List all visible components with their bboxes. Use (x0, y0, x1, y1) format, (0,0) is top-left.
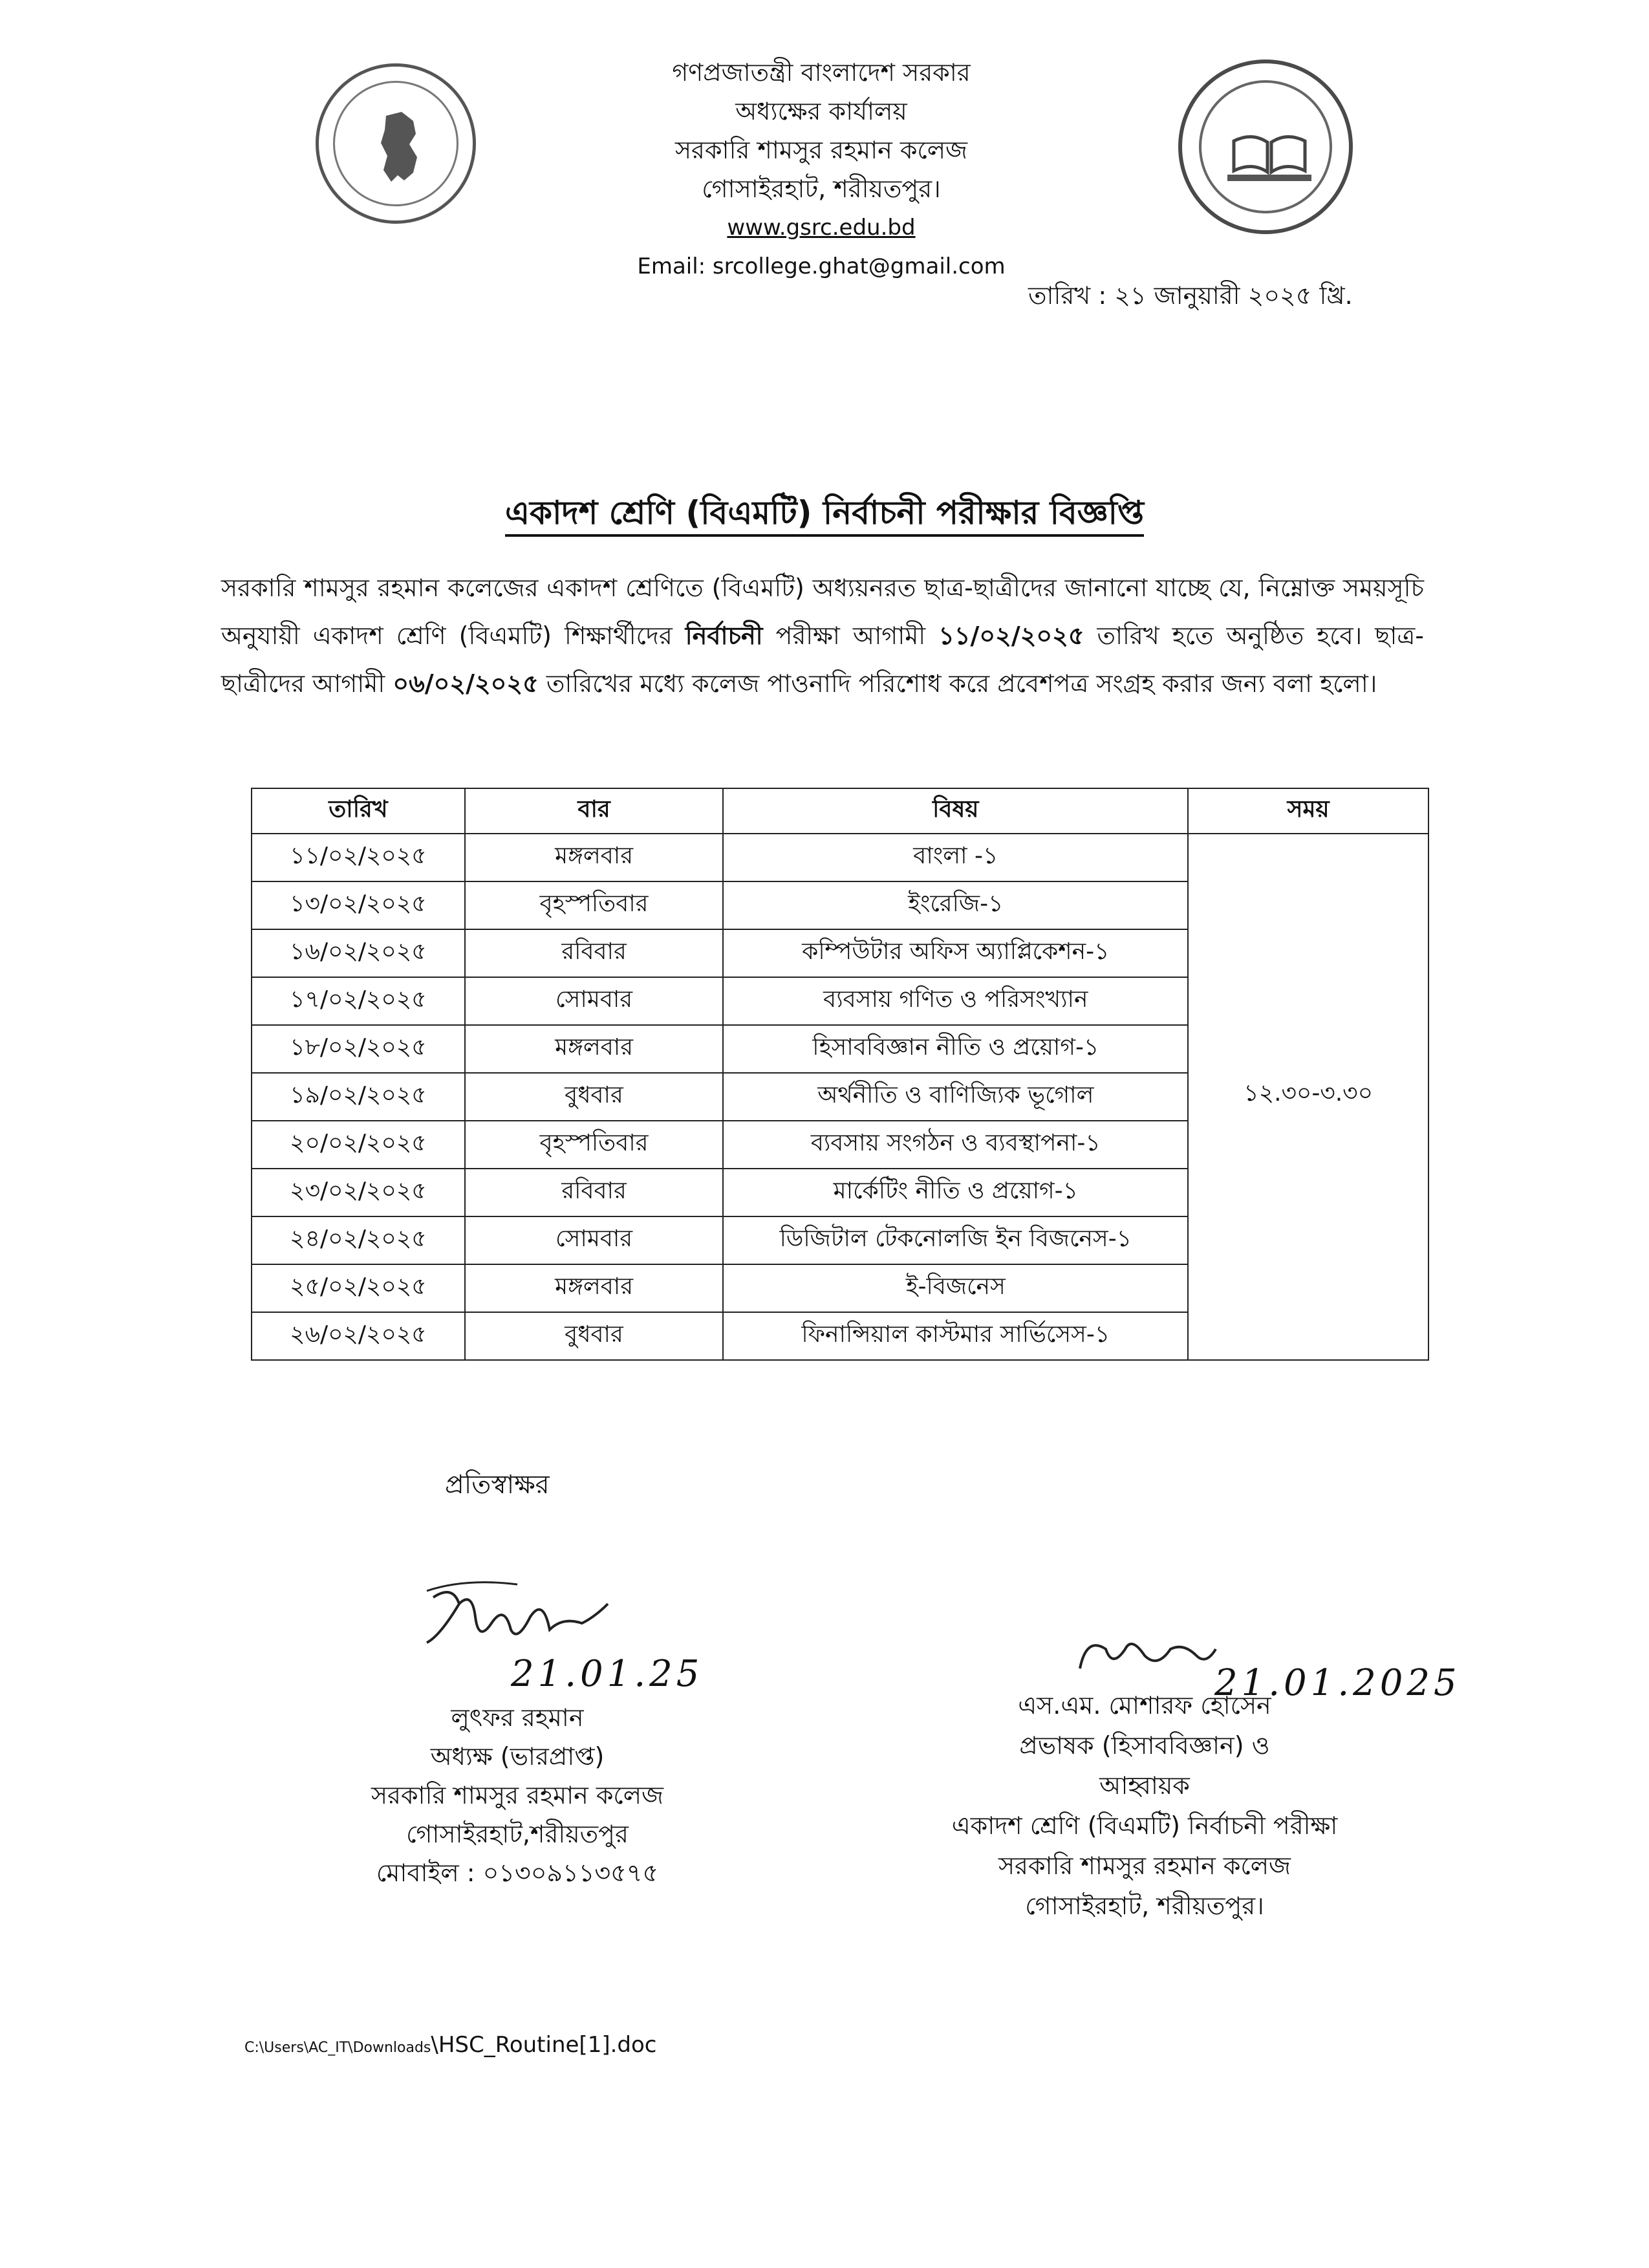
row-subject: ডিজিটাল টেকনোলজি ইন বিজনেস-১ (723, 1216, 1188, 1264)
row-date: ২০/০২/২০২৫ (252, 1121, 465, 1169)
row-subject: মার্কেটিং নীতি ও প্রয়োগ-১ (723, 1169, 1188, 1216)
exam-time-cell (1188, 834, 1428, 1360)
row-date: ১১/০২/২০২৫ (252, 834, 465, 881)
row-date: ২৩/০২/২০২৫ (252, 1169, 465, 1216)
body-text-1: সরকারি শামসুর রহমান কলেজের একাদশ শ্রেণিতে (বিএমটি) অধ্যয়নরত ছাত্র-ছাত্রীদের জানানো যাচ্ছে যে, নিম্নোক্ত সময়সূচি অনুযায়ী একাদশ শ্রেণি (বিএমটি) শিক্ষার্থীদের (221, 574, 1424, 650)
row-day: বৃহস্পতিবার (465, 881, 724, 929)
college-address: গোসাইরহাট, শরীয়তপুর। (702, 175, 941, 203)
row-subject: ইংরেজি-১ (723, 881, 1188, 929)
convener-name: এস.এম. মোশারফ হোসেন (1018, 1691, 1271, 1720)
website-link[interactable]: www.gsrc.edu.bd (727, 215, 916, 241)
convener-signature (1067, 1630, 1222, 1681)
body-bold-1: নির্বাচনী (685, 621, 763, 650)
table-row (252, 834, 1428, 881)
principal-name: লুৎফর রহমান (451, 1703, 584, 1732)
principal-institution: সরকারি শামসুর রহমান কলেজ (371, 1781, 664, 1809)
header-time: সময় (1188, 788, 1428, 834)
row-day: রবিবার (465, 929, 724, 977)
row-day: রবিবার (465, 1169, 724, 1216)
principal-mobile: মোবাইল : ০১৩০৯১১৩৫৭৫ (376, 1859, 659, 1887)
countersign-label: প্রতিস্বাক্ষর (445, 1470, 550, 1500)
government-seal (316, 63, 476, 224)
document-date: তারিখ : ২১ জানুয়ারী ২০২৫ খ্রি. (1028, 281, 1353, 310)
row-date: ১৩/০২/২০২৫ (252, 881, 465, 929)
letterhead (569, 53, 1073, 286)
notice-title-text: একাদশ শ্রেণি (বিএমটি) নির্বাচনী পরীক্ষার বিজ্ঞপ্তি (505, 494, 1144, 537)
file-name: \HSC_Routine[1].doc (431, 2032, 657, 2058)
row-subject: ফিনান্সিয়াল কাস্টমার সার্ভিসেস-১ (723, 1312, 1188, 1360)
row-subject: ব্যবসায় গণিত ও পরিসংখ্যান (723, 977, 1188, 1025)
row-day: মঙ্গলবার (465, 1264, 724, 1312)
row-subject: হিসাববিজ্ঞান নীতি ও প্রয়োগ-১ (723, 1025, 1188, 1073)
row-day: সোমবার (465, 977, 724, 1025)
convener-institution: সরকারি শামসুর রহমান কলেজ (998, 1852, 1291, 1880)
row-subject: কম্পিউটার অফিস অ্যাপ্লিকেশন-১ (723, 929, 1188, 977)
row-day: বুধবার (465, 1312, 724, 1360)
file-path (244, 2032, 656, 2058)
row-day: বুধবার (465, 1073, 724, 1121)
convener-role: আহ্বায়ক (1099, 1771, 1190, 1800)
header-date: তারিখ (252, 788, 465, 834)
row-date: ১৮/০২/২০২৫ (252, 1025, 465, 1073)
body-text-2: পরীক্ষা আগামী (762, 621, 939, 650)
convener-committee: একাদশ শ্রেণি (বিএমটি) নির্বাচনী পরীক্ষা (951, 1811, 1338, 1840)
principal-location: গোসাইরহাট,শরীয়তপুর (406, 1820, 629, 1848)
row-date: ২৪/০২/২০২৫ (252, 1216, 465, 1264)
government-name: গণপ্রজাতন্ত্রী বাংলাদেশ সরকার (672, 58, 971, 87)
convener-designation: প্রভাষক (হিসাববিজ্ঞান) ও (1019, 1731, 1270, 1760)
college-seal (1178, 59, 1353, 234)
row-subject: ব্যবসায় সংগঠন ও ব্যবস্থাপনা-১ (723, 1121, 1188, 1169)
row-day: সোমবার (465, 1216, 724, 1264)
file-directory: C:\Users\AC_IT\Downloads (244, 2040, 431, 2056)
notice-title (0, 489, 1649, 543)
row-subject: বাংলা -১ (723, 834, 1188, 881)
principal-designation: অধ্যক্ষ (ভারপ্রাপ্ত) (430, 1742, 605, 1771)
row-date: ২৬/০২/২০২৫ (252, 1312, 465, 1360)
row-day: মঙ্গলবার (465, 1025, 724, 1073)
body-text-3: তারিখ হতে অনুষ্ঠিত হবে। ছাত্র-ছাত্রীদের আগামী (221, 621, 1424, 698)
row-date: ২৫/০২/২০২৫ (252, 1264, 465, 1312)
row-day: বৃহস্পতিবার (465, 1121, 724, 1169)
row-date: ১৭/০২/২০২৫ (252, 977, 465, 1025)
row-subject: অর্থনীতি ও বাণিজ্যিক ভূগোল (723, 1073, 1188, 1121)
notice-body (221, 564, 1424, 707)
exam-time: ১২.৩০-৩.৩০ (1244, 1079, 1373, 1107)
body-text-4: তারিখের মধ্যে কলেজ পাওনাদি পরিশোধ করে প্রবেশপত্র সংগ্রহ করার জন্য বলা হলো। (538, 669, 1377, 698)
row-date: ১৯/০২/২০২৫ (252, 1073, 465, 1121)
open-book-icon (1182, 63, 1357, 238)
convener-location: গোসাইরহাট, শরীয়তপুর। (1025, 1892, 1264, 1920)
row-day: মঙ্গলবার (465, 834, 724, 881)
exam-start-date: ১১/০২/২০২৫ (938, 621, 1084, 650)
payment-deadline: ০৬/০২/২০২৫ (393, 669, 539, 698)
header-subject: বিষয় (723, 788, 1188, 834)
principal-signature-block (336, 1698, 698, 1892)
principal-sign-date: 21.01.25 (511, 1653, 704, 1695)
email-text: Email: srcollege.ghat@gmail.com (637, 254, 1006, 279)
college-name: সরকারি শামসুর রহমান কলেজ (674, 136, 968, 164)
row-subject: ই-বিজনেস (723, 1264, 1188, 1312)
table-header-row (252, 788, 1428, 834)
exam-routine-table (251, 788, 1429, 1361)
bangladesh-map-icon (319, 67, 479, 227)
convener-sign-date: 21.01.2025 (1214, 1662, 1461, 1704)
principal-signature (414, 1578, 621, 1656)
row-date: ১৬/০২/২০২৫ (252, 929, 465, 977)
office-name: অধ্যক্ষের কার্যালয় (735, 97, 907, 125)
header-day: বার (465, 788, 724, 834)
convener-signature-block (886, 1685, 1403, 1926)
